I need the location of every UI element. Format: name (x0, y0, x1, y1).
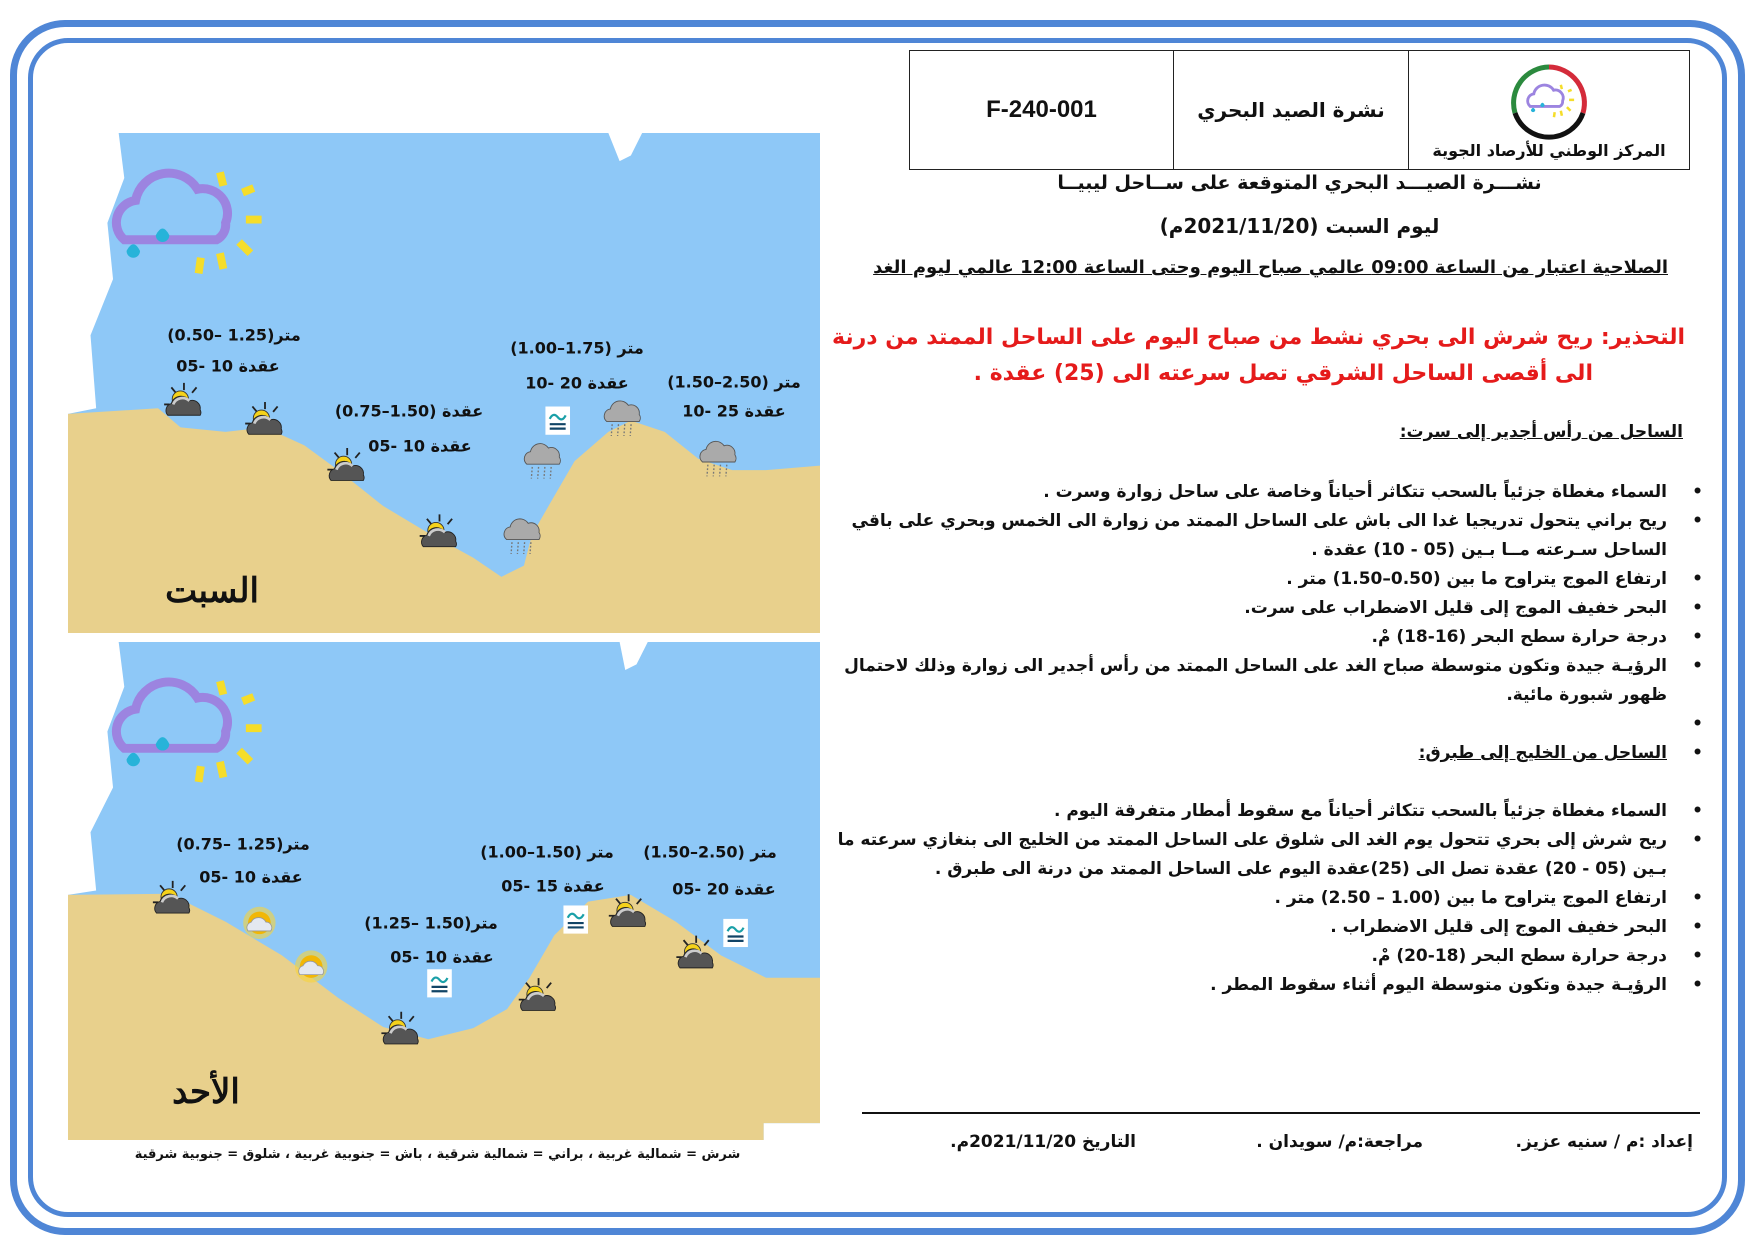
list-item: • السماء مغطاة جزئياً بالسحب تتكاثر أحياناً وخاصة على ساحل زوارة وسرت . (803, 478, 1703, 507)
warning-line-1: التحذير: ريح شرش الى بحري نشط من صباح اليوم على الساحل الممتد من درنة (832, 325, 1685, 350)
map-label: (1.50–2.50) متر (643, 842, 777, 862)
wind-legend: شرش = شمالية غربية ، براني = شمالية شرقية ، باش = جنوبية غربية ، شلوق = جنوبية شرقية (134, 1147, 741, 1162)
list-item: • ارتفاع الموج يتراوح ما بين (0.50–1.50) متر . (803, 565, 1703, 594)
map-label: (0.50– 1.25)متر (167, 325, 301, 345)
org-name: المركز الوطني للأرصاد الجوية (1432, 140, 1666, 160)
list-item: • ريح براني يتحول تدريجيا غدا الى باش على الساحل الممتد من زوارة الى الخمس وبحري على باقي الساحل سـرعته مــا بـين (05 - 10) عقدة . (803, 507, 1703, 565)
day-label-sunday: الأحد (172, 1072, 240, 1112)
map-sunday (68, 642, 820, 1142)
section2-heading: • الساحل من الخليج إلى طبرق: (803, 739, 1703, 768)
form-code: F-240-001 (910, 51, 1174, 169)
map-label: 05- 10 عقدة (199, 867, 303, 887)
map-saturday (68, 133, 820, 633)
list-item: • ارتفاع الموج يتراوح ما بين (1.00 – 2.50) متر . (803, 884, 1703, 913)
map-label: 10- 20 عقدة (525, 373, 629, 393)
prepared-by: إعداد :م / سنيه عزيز. (1515, 1132, 1693, 1152)
list-item: • البحر خفيف الموج إلى قليل الاضطراب على سرت. (803, 594, 1703, 623)
section1-list (803, 478, 1703, 768)
reviewed-by: مراجعة:م/ سويدان . (1256, 1132, 1423, 1152)
list-item: • البحر خفيف الموج إلى قليل الاضطراب . (803, 913, 1703, 942)
wave-icon (545, 407, 570, 435)
validity-line: الصلاحية اعتبار من الساعة 09:00 عالمي صباح اليوم وحتى الساعة 12:00 عالمي ليوم الغد (873, 257, 1668, 278)
map-label: (0.75– 1.25)متر (176, 834, 310, 854)
header-table (909, 50, 1690, 170)
map-label: (1.25– 1.50)متر (364, 913, 498, 933)
map-label: (1.00–1.75) متر (510, 338, 644, 358)
list-item: • الرؤيـة جيدة وتكون متوسطة اليوم أثناء سقوط المطر . (803, 971, 1703, 1000)
list-item: • درجة حرارة سطح البحر (16-18) مْ. (803, 623, 1703, 652)
list-item-empty (803, 710, 1703, 739)
wave-icon (723, 919, 748, 947)
map-label: (0.75–1.50) عقدة (334, 401, 484, 421)
map-label: 05- 10 عقدة (368, 436, 472, 456)
bulletin-name: نشرة الصيد البحري (1174, 51, 1409, 169)
org-cell (1409, 51, 1689, 169)
footer-date: التاريخ 2021/11/20م. (950, 1132, 1136, 1152)
footer-divider (862, 1112, 1700, 1114)
wave-icon (427, 969, 452, 997)
map-label: 05- 10 عقدة (176, 356, 280, 376)
list-item: • السماء مغطاة جزئياً بالسحب تتكاثر أحياناً مع سقوط أمطار متفرقة اليوم . (803, 797, 1703, 826)
list-item: • درجة حرارة سطح البحر (18-20) مْ. (803, 942, 1703, 971)
section2-list (803, 797, 1703, 1000)
sunny-cloud-icon (243, 907, 275, 939)
map-label: 05- 15 عقدة (501, 876, 605, 896)
bulletin-title: نشـــرة الصيـــد البحري المتوقعة على ســاحل ليبيــا (1057, 172, 1542, 194)
org-logo-icon (1499, 61, 1599, 141)
map-label: (1.00–1.50) متر (480, 842, 614, 862)
map-label: (1.50–2.50) متر (667, 372, 801, 392)
map-label: 05- 10 عقدة (390, 947, 494, 967)
date-line: ليوم السبت (2021/11/20م) (1159, 214, 1440, 238)
wave-icon (563, 905, 588, 933)
map-label: 10- 25 عقدة (682, 401, 786, 421)
map-label: 05- 20 عقدة (672, 879, 776, 899)
section1-heading: الساحل من رأس أجدير إلى سرت: (1399, 422, 1683, 442)
list-item: • ريح شرش إلى بحري تتحول يوم الغد الى شلوق على الساحل الممتد من الخليج الى بنغازي سرعته ما بـين (05 - 20) عقدة تصل الى (25)عقدة اليوم على الساحل الممتد من درنة الى طبرق . (803, 826, 1703, 884)
list-item: • الرؤيـة جيدة وتكون متوسطة صباح الغد على الساحل الممتد من رأس أجدير الى زوارة وذلك لاحتمال ظهور شبورة مائية. (803, 652, 1703, 710)
day-label-saturday: السبت (165, 571, 259, 611)
sunny-cloud-icon (295, 950, 327, 982)
warning-line-2: الى أقصى الساحل الشرقي تصل سرعته الى (25) عقدة . (973, 361, 1593, 386)
